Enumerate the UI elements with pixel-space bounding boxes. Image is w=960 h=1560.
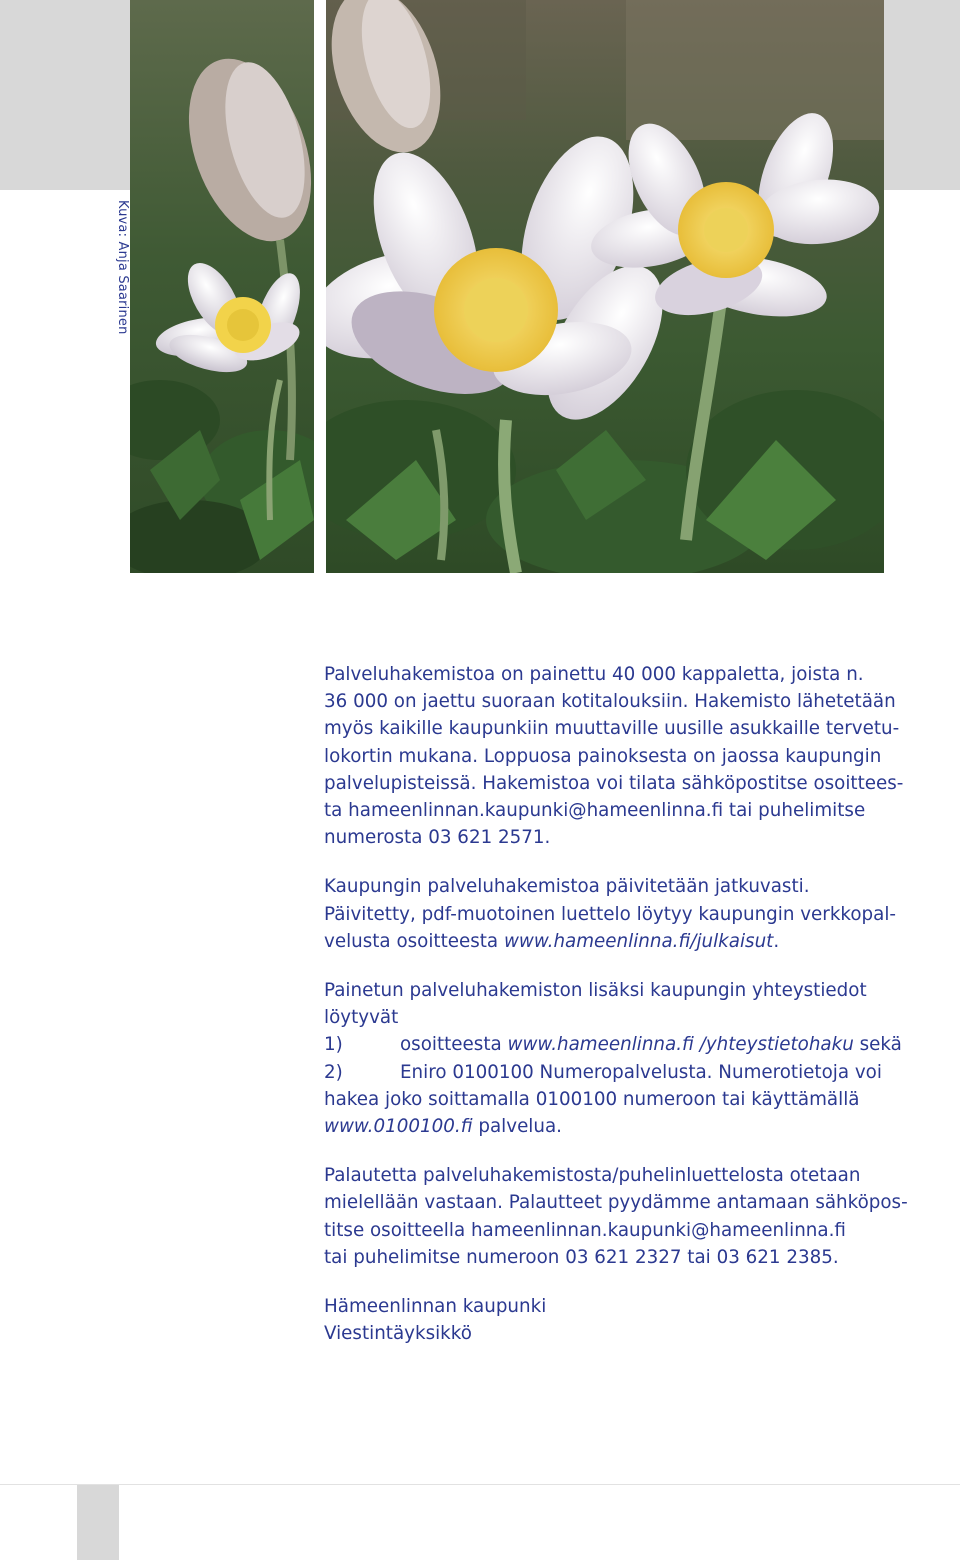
text-line [324, 928, 904, 955]
text-line: Palveluhakemistoa on painettu 40 000 kappaletta, joista n. [324, 664, 864, 685]
text-line: Päivitetty, pdf-muotoinen luettelo löytyy kaupungin verkkopal- [324, 903, 897, 925]
paragraph-distribution [324, 661, 904, 851]
yhteystietohaku-link[interactable]: www.hameenlinna.fi /yhteystietohaku [507, 1034, 854, 1056]
text-fragment: palvelua. [472, 1116, 562, 1138]
julkaisut-link[interactable]: www.hameenlinna.fi/julkaisut [503, 930, 774, 952]
text-line: hakea joko soittamalla 0100100 numeroon tai käyttämällä [324, 1088, 860, 1110]
numeropalvelu-link[interactable]: www.0100100.fi [324, 1116, 473, 1138]
text-line: löytyvät [324, 1007, 399, 1029]
text-fragment: osoitteesta [400, 1034, 508, 1056]
flower-photo-left [130, 0, 314, 573]
body-text [324, 661, 908, 1369]
text-line [324, 1113, 904, 1140]
text-fragment: . [773, 930, 780, 952]
text-line: numerosta 03 621 2571. [324, 827, 551, 849]
list-item [324, 1059, 904, 1086]
text-fragment: sekä [853, 1034, 902, 1056]
top-left-gray-band [0, 0, 130, 190]
text-line: titse osoitteella hameenlinnan.kaupunki@hameenlinna.fi [324, 1219, 846, 1241]
footer-gray-tab [77, 1485, 119, 1560]
list-number: 1) [324, 1034, 343, 1056]
text-line: ta hameenlinnan.kaupunki@hameenlinna.fi tai puhelimitse [324, 800, 866, 822]
text-fragment: velusta osoitteesta [324, 930, 504, 952]
text-fragment: Eniro 0100100 Numeropalvelusta. Numerotietoja voi [400, 1061, 882, 1083]
top-right-gray-band [884, 0, 960, 190]
signature-unit: Viestintäyksikkö [324, 1323, 472, 1345]
signature [324, 1293, 904, 1347]
list-item [324, 1031, 904, 1058]
footer-divider [0, 1484, 960, 1485]
paragraph-updates [324, 873, 904, 955]
photo-credit: Kuva: Anja Saarinen [115, 200, 130, 335]
text-line: 36 000 on jaettu suoraan kotitalouksiin. Hakemisto lähetetään [324, 691, 896, 713]
text-line: Kaupungin palveluhakemistoa päivitetään jatkuvasti. [324, 876, 810, 898]
text-line: Painetun palveluhakemiston lisäksi kaupungin yhteystiedot [324, 980, 867, 1002]
flower-photo-right [326, 0, 884, 573]
text-line: mielellään vastaan. Palautteet pyydämme antamaan sähköpos- [324, 1192, 908, 1214]
text-line: tai puhelimitse numeroon 03 621 2327 tai 03 621 2385. [324, 1246, 839, 1268]
text-line: Palautetta palveluhakemistosta/puhelinluettelosta otetaan [324, 1165, 861, 1187]
paragraph-feedback [324, 1162, 908, 1271]
text-line: palvelupisteissä. Hakemistoa voi tilata sähköpostitse osoittees- [324, 772, 904, 794]
list-number: 2) [324, 1061, 343, 1083]
text-line: lokortin mukana. Loppuosa painoksesta on jaossa kaupungin [324, 745, 882, 767]
text-line: myös kaikille kaupunkiin muuttaville uusille asukkaille tervetu- [324, 718, 900, 740]
paragraph-contact-sources [324, 977, 904, 1140]
signature-organization: Hämeenlinnan kaupunki [324, 1296, 547, 1318]
